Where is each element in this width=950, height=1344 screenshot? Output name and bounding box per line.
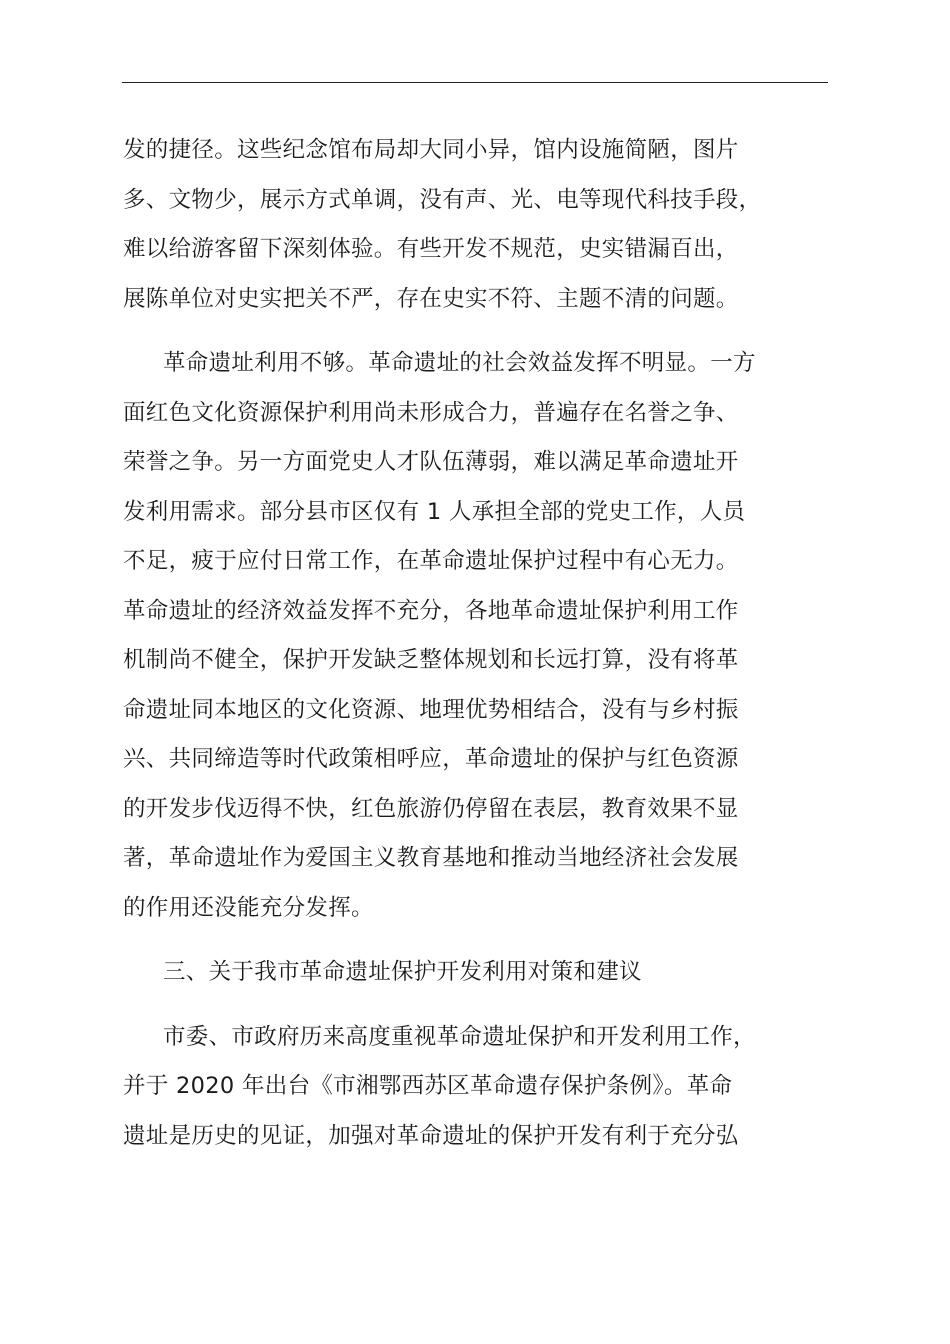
text-line: 的作用还没能充分发挥。 [123, 894, 374, 921]
text-line: 面红色文化资源保护利用尚未形成合力，普遍存在名誉之争、 [123, 399, 739, 426]
text-line: 发的捷径。这些纪念馆布局却大同小异，馆内设施简陋，图片 [123, 137, 739, 163]
section-heading [123, 948, 829, 998]
text-line: 展陈单位对史实把关不严，存在史实不符、主题不清的问题。 [123, 285, 739, 312]
text-line: 革命遗址利用不够。革命遗址的社会效益发挥不明显。一方 [163, 350, 756, 376]
paragraph-continued [123, 126, 829, 324]
text-line: 并于 2020 年出台《市湘鄂西苏区革命遗存保护条例》。革命 [123, 1073, 733, 1099]
paragraph-policy [123, 1013, 829, 1162]
text-line: 市委、市政府历来高度重视革命遗址保护和开发利用工作， [163, 1023, 756, 1050]
text-line: 的开发步伐迈得不快，红色旅游仍停留在表层，教育效果不显 [123, 795, 739, 822]
text-line: 机制尚不健全，保护开发缺乏整体规划和长远打算，没有将革 [123, 647, 739, 673]
text-line: 兴、共同缔造等时代政策相呼应，革命遗址的保护与红色资源 [123, 746, 739, 772]
text-line: 多、文物少，展示方式单调，没有声、光、电等现代科技手段， [123, 186, 762, 213]
paragraph-gap [123, 933, 829, 948]
paragraph-gap [123, 998, 829, 1013]
section-heading-text: 三、关于我市革命遗址保护开发利用对策和建议 [163, 959, 642, 985]
text-line: 著，革命遗址作为爱国主义教育基地和推动当地经济社会发展 [123, 845, 739, 871]
text-line: 命遗址同本地区的文化资源、地理优势相结合，没有与乡村振 [123, 696, 739, 723]
text-line: 遗址是历史的见证，加强对革命遗址的保护开发有利于充分弘 [123, 1122, 739, 1149]
text-line: 发利用需求。部分县市区仅有 1 人承担全部的党史工作，人员 [123, 498, 746, 525]
header-rule [122, 82, 828, 83]
text-line: 不足，疲于应付日常工作，在革命遗址保护过程中有心无力。 [123, 548, 739, 574]
text-line: 难以给游客留下深刻体验。有些开发不规范，史实错漏百出， [123, 236, 739, 262]
paragraph-site-utilization [123, 339, 829, 933]
text-line: 革命遗址的经济效益发挥不充分，各地革命遗址保护利用工作 [123, 597, 739, 624]
text-line: 荣誉之争。另一方面党史人才队伍薄弱，难以满足革命遗址开 [123, 449, 739, 475]
paragraph-gap [123, 324, 829, 339]
body-text [123, 126, 829, 1161]
